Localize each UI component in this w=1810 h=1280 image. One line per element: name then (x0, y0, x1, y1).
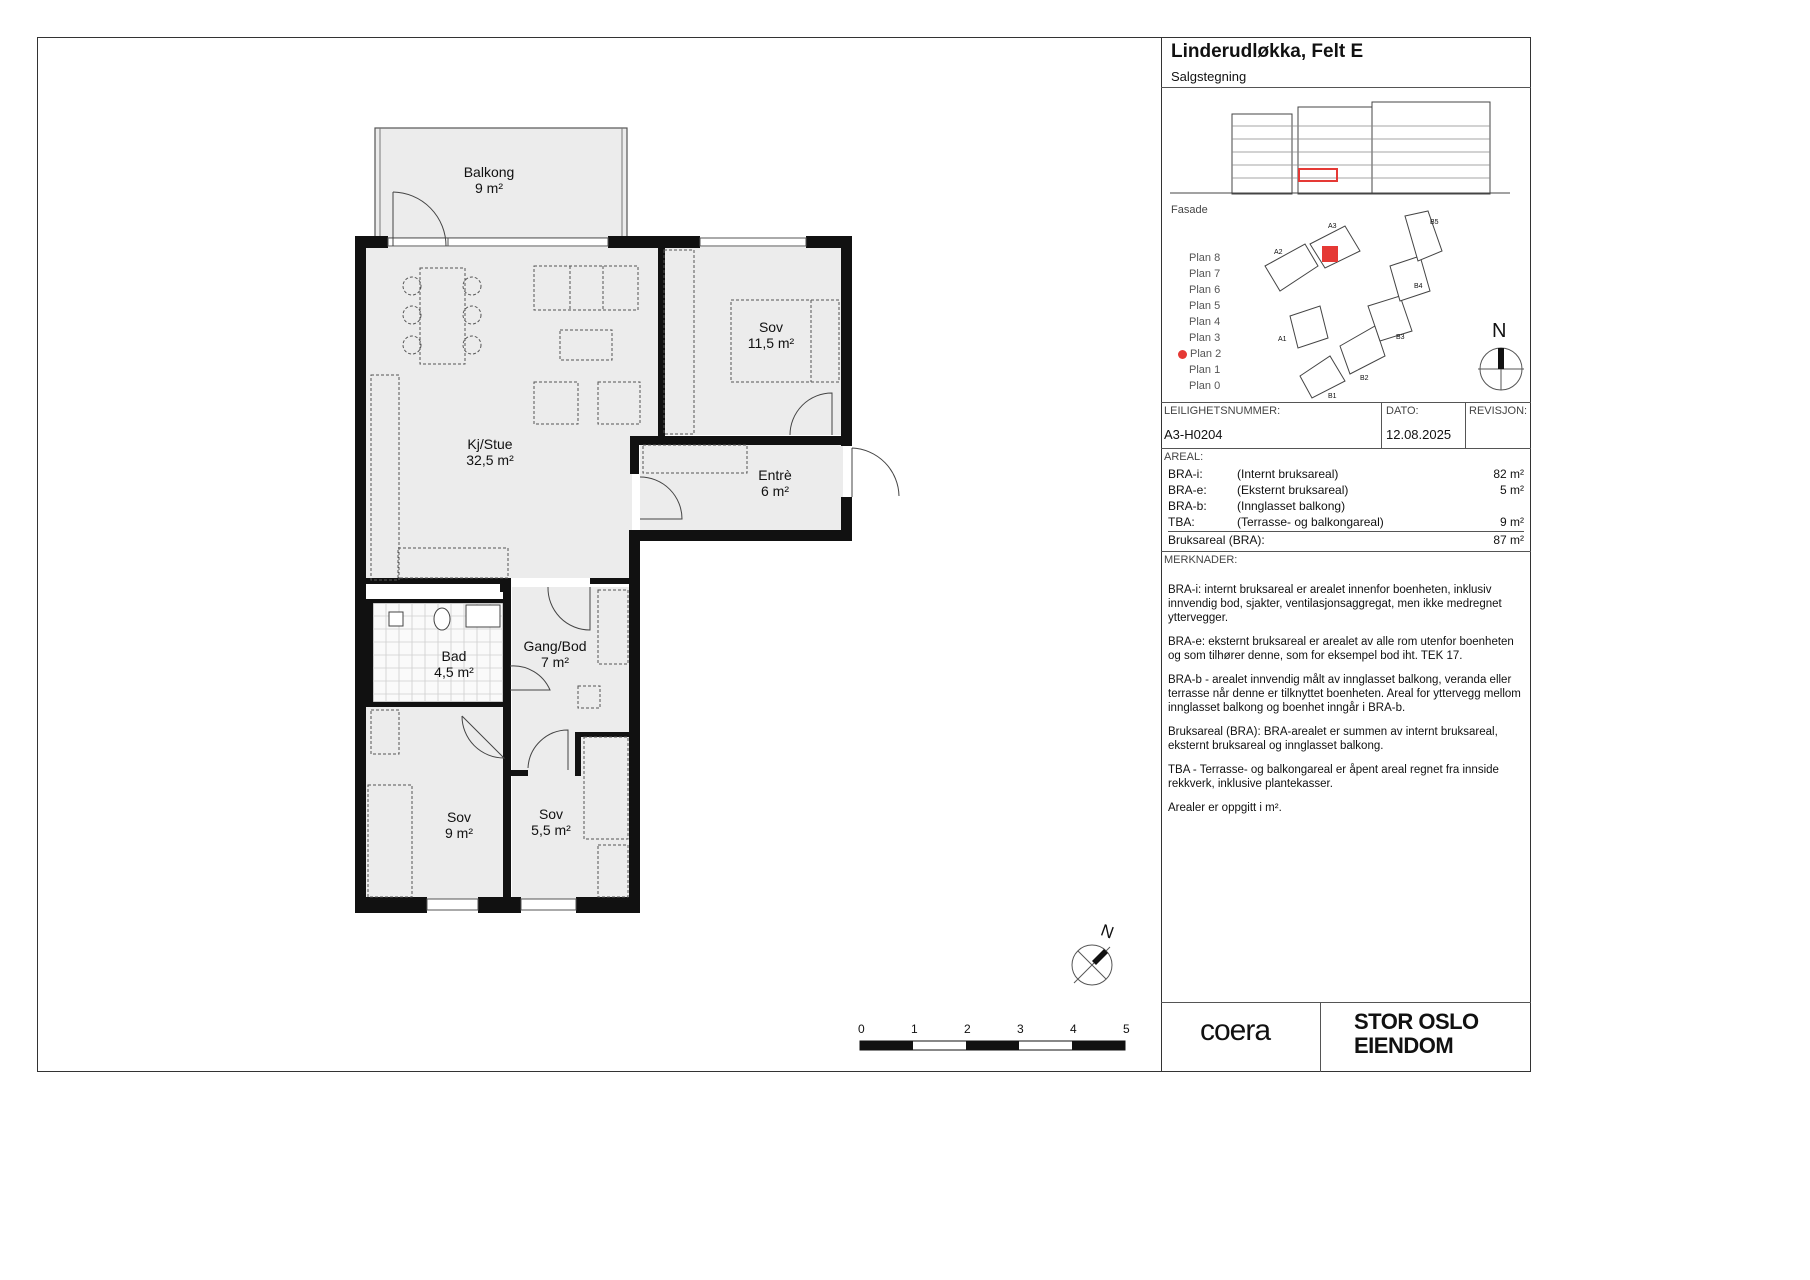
stor-oslo-logo: STOR OSLO EIENDOM (1354, 1009, 1479, 1058)
areal-row: BRA-b: (Innglasset balkong) (1168, 499, 1346, 513)
scale-tick: 1 (911, 1022, 918, 1036)
building-label: A2 (1274, 249, 1283, 256)
note-item: TBA - Terrasse- og balkongareal er åpent areal regnet fra innside rekkverk, inklusive plantekasser. (1168, 764, 1499, 790)
areal-total-row: Bruksareal (BRA): 87 m² (1168, 533, 1524, 547)
scale-bar (860, 1041, 1125, 1050)
room-label-gang-bod: Gang/Bod 7 m² (523, 638, 587, 670)
room-label-sov-3: Sov 5,5 m² (531, 806, 571, 838)
scale-tick: 5 (1123, 1022, 1130, 1036)
room-label-kj-stue: Kj/Stue 32,5 m² (466, 436, 514, 468)
note-item: BRA-e: eksternt bruksareal er arealet av alle rom utenfor boenheten og som tilhører denne, som for eksempel bod iht. TEK 17. (1168, 636, 1514, 662)
facade-sketch (1170, 92, 1525, 202)
room-label-balkong: Balkong 9 m² (463, 164, 515, 196)
unit-number-value: A3-H0204 (1164, 427, 1223, 442)
scale-tick: 3 (1017, 1022, 1024, 1036)
plan-item[interactable]: Plan 5 (1189, 300, 1221, 312)
site-plan (1250, 206, 1450, 404)
scale-tick: 2 (964, 1022, 971, 1036)
plan-item-current[interactable]: Plan 2 (1178, 346, 1221, 362)
areal-table (1168, 467, 1524, 549)
note-item: Bruksareal (BRA): BRA-arealet er summen av internt bruksareal, eksternt bruksareal og innglasset balkong. (1168, 726, 1498, 752)
plan-item[interactable]: Plan 7 (1189, 268, 1221, 280)
north-label: N (1098, 920, 1117, 943)
project-subtitle: Salgstegning (1171, 69, 1247, 84)
plan-item[interactable]: Plan 8 (1189, 252, 1221, 264)
note-item: BRA-b - arealet innvendig målt av innglasset balkong, veranda eller terrasse når denne er tilknyttet boenheten. Areal for yttervegg mellom innglasset balkong og boenhet inngår i BRA-b. (1168, 674, 1521, 714)
building-label: B3 (1396, 334, 1405, 341)
date-value: 12.08.2025 (1386, 427, 1452, 442)
scale-tick: 0 (858, 1022, 865, 1036)
unit-number-label: LEILIGHETSNUMMER: (1164, 405, 1281, 417)
building-label: B1 (1328, 393, 1337, 400)
coera-logo: coera (1200, 1014, 1271, 1047)
plan-list (1178, 250, 1221, 394)
areal-row: TBA: (Terrasse- og balkongareal) 9 m² (1168, 515, 1524, 529)
plan-item[interactable]: Plan 3 (1189, 332, 1221, 344)
scale-tick: 4 (1070, 1022, 1077, 1036)
building-label: B2 (1360, 375, 1369, 382)
plan-item[interactable]: Plan 6 (1189, 284, 1221, 296)
building-label: B4 (1414, 283, 1423, 290)
site-north-arrow-icon (1478, 346, 1524, 392)
date-label: DATO: (1386, 405, 1419, 417)
plan-item[interactable]: Plan 4 (1189, 316, 1221, 328)
note-item: Arealer er oppgitt i m². (1168, 802, 1282, 814)
revision-label: REVISJON: (1469, 405, 1528, 417)
building-label: B5 (1430, 219, 1439, 226)
unit-marker (1322, 246, 1338, 262)
building-label: A1 (1278, 336, 1287, 343)
notes-list (1168, 583, 1528, 825)
room-label-bad: Bad 4,5 m² (434, 648, 474, 680)
plan-item[interactable]: Plan 0 (1189, 380, 1221, 392)
site-north-label: N (1492, 320, 1507, 342)
note-item: BRA-i: internt bruksareal er arealet innenfor boenheten, inklusiv innvendig bod, sjakter, ventilasjonsaggregat, men ikke medregnet yttervegger. (1168, 584, 1502, 624)
building-label: A3 (1328, 223, 1337, 230)
areal-label: AREAL: (1164, 451, 1204, 463)
project-title: Linderudløkka, Felt E (1171, 41, 1364, 62)
current-plan-dot-icon (1178, 350, 1187, 359)
room-label-sov-1: Sov 11,5 m² (747, 319, 795, 351)
areal-row: BRA-i: (Internt bruksareal) 82 m² (1168, 467, 1524, 481)
areal-row: BRA-e: (Eksternt bruksareal) 5 m² (1168, 483, 1524, 497)
north-arrow-icon (1072, 945, 1112, 985)
facade-label: Fasade (1171, 204, 1208, 216)
plan-item[interactable]: Plan 1 (1189, 364, 1221, 376)
room-label-entre: Entrè 6 m² (758, 467, 792, 499)
room-label-sov-2: Sov 9 m² (445, 809, 473, 841)
notes-label: MERKNADER: (1164, 554, 1238, 566)
unit-highlight (1299, 169, 1337, 181)
